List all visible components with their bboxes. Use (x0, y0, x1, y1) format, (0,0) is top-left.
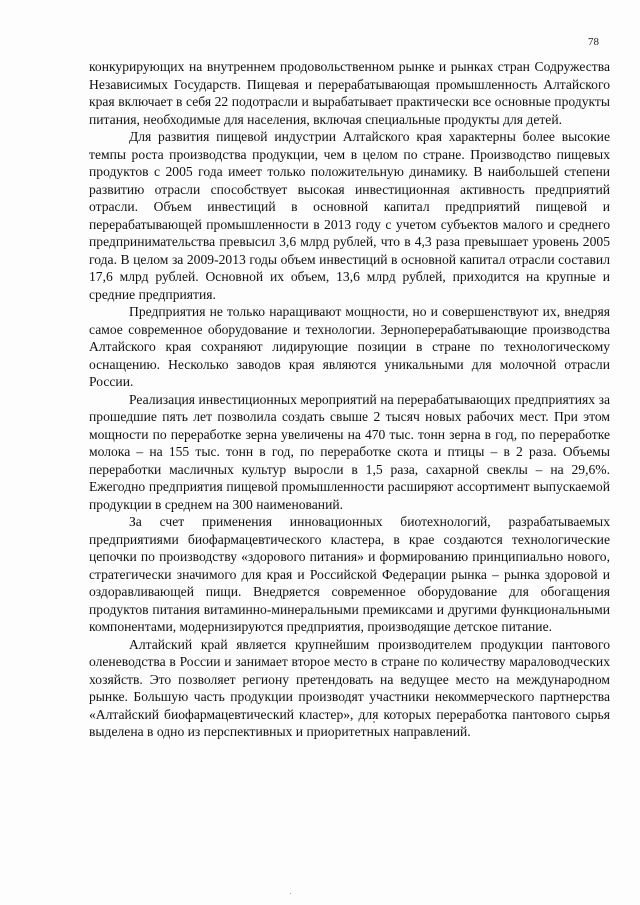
paragraph-5: За счет применения инновационных биотехнологий, разрабатываемых предприятиями биофармацевтического кластера, в крае создаются технологические цепочки по производству «здорового питания» и формированию принципиально нового, стратегически значимого для края и Российской Федерации рынка – рынка здоровой и оздоравливающей пищи. Внедряется современное оборудование для обогащения продуктов питания витаминно-минеральными премиксами и другими функциональными компонентами, модернизируются предприятия, производящие детское питание. (89, 514, 610, 634)
paragraph-1: конкурирующих на внутреннем продовольственном рынке и рынках стран Содружества Независимых Государств. Пищевая и перерабатывающая промышленность Алтайского края включает в себя 22 подотрасли и вырабатывает практически все основные продукты питания, необходимые для населения, включая специальные продукты для детей. (89, 59, 610, 127)
scan-speck (373, 721, 375, 723)
page-number: 78 (588, 36, 599, 48)
paragraph-4: Реализация инвестиционных мероприятий на перерабатывающих предприятиях за прошедшие пять лет позволила создать свыше 2 тысяч новых рабочих мест. При этом мощности по переработке зерна увеличены на 470 тыс. тонн зерна в год, по переработке молока – на 155 тыс. тонн в год, по переработке скота и птицы – в 2 раза. Объемы переработки масличных культур выросли в 1,5 раза, сахарной свеклы – на 29,6%. Ежегодно предприятия пищевой промышленности расширяют ассортимент выпускаемой продукции в среднем на 300 наименований. (89, 391, 610, 512)
body-text (89, 58, 610, 741)
paragraph-3: Предприятия не только наращивают мощности, но и совершенствуют их, внедряя самое современное оборудование и технологии. Зерноперерабатывающие производства Алтайского края сохраняют лидирующие позиции в стране по технологическому оснащению. Несколько заводов края являются уникальными для молочной отрасли России. (89, 304, 610, 389)
scan-speck (290, 893, 291, 894)
paragraph-6: Алтайский край является крупнейшим производителем продукции пантового оленеводства в России и занимает второе место в стране по количеству мараловодческих хозяйств. Это позволяет региону претендовать на ведущее место на международном рынке. Большую часть продукции производят участники некоммерческого партнерства «Алтайский биофармацевтический кластер», для которых переработка пантового сырья выделена в одно из перспективных и приоритетных направлений. (89, 636, 610, 739)
paragraph-2: Для развития пищевой индустрии Алтайского края характерны более высокие темпы роста производства продукции, чем в целом по стране. Производство пищевых продуктов с 2005 года имеет только положительную динамику. В наибольшей степени развитию отрасли способствует высокая инвестиционная активность предприятий отрасли. Объем инвестиций в основной капитал предприятий пищевой и перерабатывающей промышленности в 2013 году с учетом субъектов малого и среднего предпринимательства превысил 3,6 млрд рублей, что в 4,3 раза превышает уровень 2005 года. В целом за 2009-2013 годы объем инвестиций в основной капитал отрасли составил 17,6 млрд рублей. Основной их объем, 13,6 млрд рублей, приходится на крупные и средние предприятия. (89, 129, 610, 302)
